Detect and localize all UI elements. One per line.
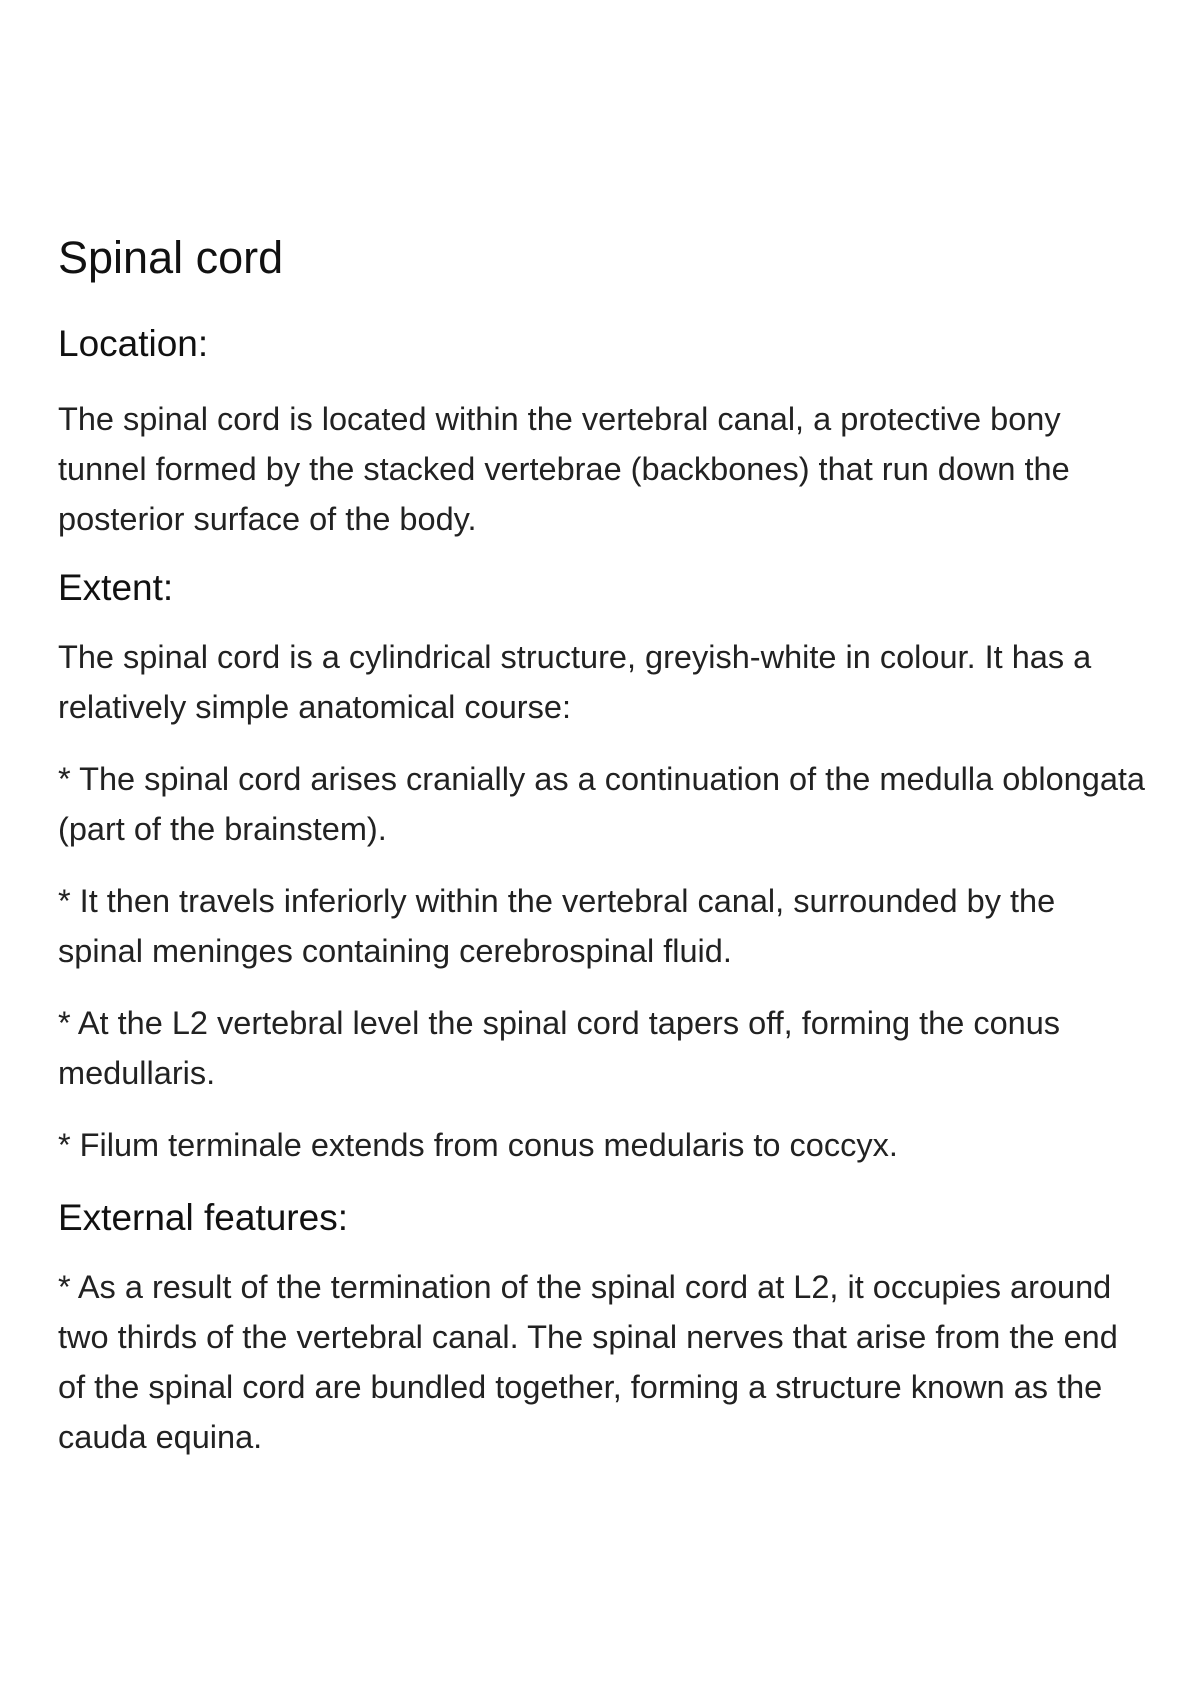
extent-paragraph: The spinal cord is a cylindrical structure, greyish-white in colour. It has a relatively simple anatomical course: [58,639,1092,725]
list-item: * The spinal cord arises cranially as a continuation of the medulla oblongata (part of the brainstem). [58,761,1146,847]
extent-section [58,564,1148,1170]
list-item: * At the L2 vertebral level the spinal cord tapers off, forming the conus medullaris. [58,1005,1061,1091]
location-paragraph: The spinal cord is located within the vertebral canal, a protective bony tunnel formed by the stacked vertebrae (backbones) that run down the posterior surface of the body. [58,401,1070,537]
location-section [58,320,1148,544]
list-item: * As a result of the termination of the spinal cord at L2, it occupies around two thirds of the vertebral canal. The spinal nerves that arise from the end of the spinal cord are bundled together, forming a structure known as the cauda equina. [58,1269,1118,1455]
external-features-list [58,1262,1148,1462]
extent-list [58,754,1148,1170]
list-item: * It then travels inferiorly within the vertebral canal, surrounded by the spinal meninges containing cerebrospinal fluid. [58,883,1056,969]
external-features-heading: External features: [58,1197,348,1238]
list-item: * Filum terminale extends from conus medularis to coccyx. [58,1127,898,1163]
external-features-section [58,1194,1148,1462]
location-heading: Location: [58,323,209,364]
document-body [58,230,1148,1462]
extent-heading: Extent: [58,567,174,608]
page-title: Spinal cord [58,232,284,283]
